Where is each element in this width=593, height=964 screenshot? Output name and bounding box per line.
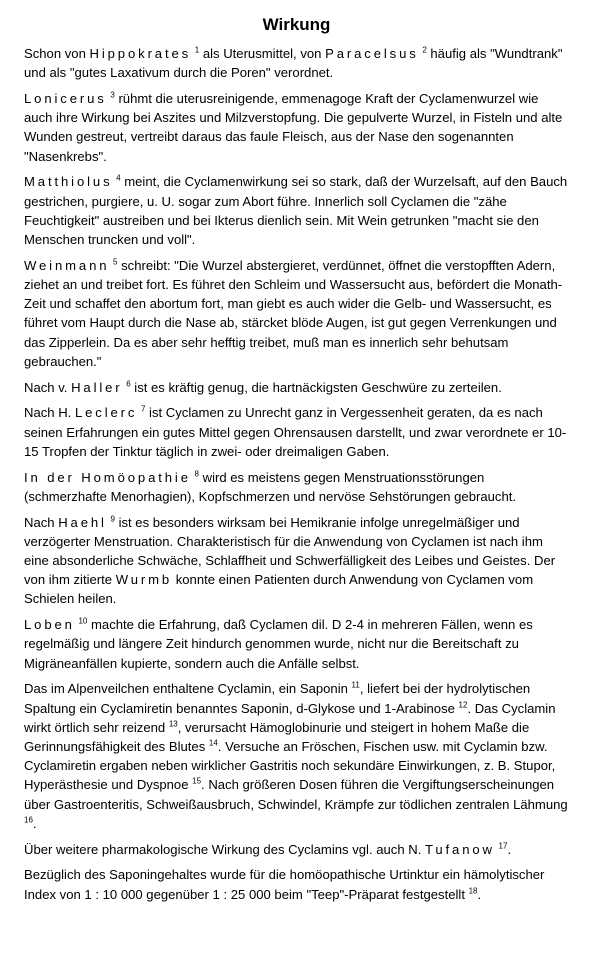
text-run: als Uterusmittel, von <box>199 46 326 61</box>
text-run: ist es besonders wirksam bei Hemikranie infolge unregelmäßiger und verzögerter Menstruation. Charakteristisch für die Anwendung von Cyclamen ist nach ihm eine absonderliche Schwäche, Schlaffheit und Schwerfälligkeit des Leibes und Geistes. Der von ihm zitierte <box>24 514 556 588</box>
footnote-ref: 5 <box>113 257 118 267</box>
footnote-ref: 2 <box>422 45 427 55</box>
text-run: Über weitere pharmakologische Wirkung des Cyclamins vgl. auch N. <box>24 841 425 857</box>
text-run: schreibt: "Die Wurzel abstergieret, verdünnet, öffnet die verstopfften Adern, ziehet an und treibet fort. Es führet den Schleim und Wassersucht aus, befördert die Monath-Zeit und schaffet den abortum fort, man giebt es auch wider die Gelb- und Wassersucht, es führet vom Haupt durch die Nase ab, stärcket blöde Augen, ist gut gegen Verrenkungen und das Zipperlein. Da es aber sehr hefftig treibet, muß man es innerlich sehr behutsam gebrauchen." <box>24 257 563 369</box>
text-run: ist Cyclamen zu Unrecht ganz in Vergessenheit geraten, da es nach seinen Erfahrungen ein gutes Mittel gegen Ohrensausen darstellt, und zwar verordnete er 10-15 Tropfen der Tinktur täglich in zwei- oder dreimaligen Gaben. <box>24 405 567 459</box>
text-run: . <box>477 886 482 902</box>
paragraph <box>24 615 569 673</box>
text-run: Schon von <box>24 46 90 61</box>
paragraph <box>24 172 569 249</box>
footnote-ref: 12 <box>458 700 468 710</box>
author-name: Wurmb <box>115 572 173 588</box>
text-run: , verursacht Hämoglobinurie und steigert in hohem Maße die Gerinnungsfähigkeit des Blutes <box>24 719 530 755</box>
paragraph <box>24 89 569 166</box>
text-run: Nach H. <box>24 405 75 421</box>
text-run: machte die Erfahrung, daß Cyclamen dil. D 2-4 in mehreren Fällen, wenn es regelmäßig und längere Zeit hindurch genommen wurde, nicht nur die Bereitschaft zu Migräneanfällen kupierte, sondern auch die Anfälle selbst. <box>24 617 533 671</box>
footnote-ref: 11 <box>351 681 360 691</box>
paragraph <box>24 679 569 833</box>
author-name: Leclerc <box>74 405 138 421</box>
footnote-ref: 3 <box>110 90 115 100</box>
paragraph <box>24 256 569 371</box>
text-run: wird es meistens gegen Menstruationsstörungen (schmerzhafte Menorhagien), Kopfschmerzen und nervöse Sehstörungen gebraucht. <box>24 469 517 504</box>
paragraph <box>24 865 569 903</box>
paragraph <box>24 468 569 506</box>
footnote-ref: 8 <box>194 469 199 479</box>
footnote-ref: 17 <box>498 841 508 851</box>
text-run: meint, die Cyclamenwirkung sei so stark, daß der Wurzelsaft, auf den Bauch gestrichen, purgiere, u. U. sogar zum Abort führe. Innerlich soll Cyclamen die "zähe Feuchtigkeit" austreiben und bei Ikterus dienlich sein. Mit Wein getrunken "macht sie den Menschen truncken und voll". <box>24 174 568 248</box>
body-text <box>24 44 569 904</box>
text-run: ist es kräftig genug, die hartnäckigsten Geschwüre zu zerteilen. <box>130 379 502 395</box>
footnote-ref: 15 <box>192 777 202 787</box>
footnote-ref: 18 <box>468 886 478 896</box>
text-run: rühmt die uterusreinigende, emmenagoge Kraft der Cyclamenwurzel wie auch ihre Wirkung bei Aszites und Milzverstopfung. Die gepulverte Wurzel, in Fisteln und alte Wunden gestreut, vertreibt daraus das faule Fleisch, aus der Nase den sogenannten "Nasenkrebs". <box>24 91 563 164</box>
author-name: Haller <box>71 379 123 395</box>
author-name: Lonicerus <box>24 91 107 106</box>
text-run: Das im Alpenveilchen enthaltene Cyclamin, ein Saponin <box>24 681 352 697</box>
author-name: Loben <box>24 617 75 633</box>
text-run: häufig als "Wundtrank" und als "gutes Laxativum durch die Poren" verordnet. <box>24 46 563 81</box>
footnote-ref: 6 <box>126 379 131 389</box>
author-name: Hippokrates <box>89 46 192 61</box>
paragraph <box>24 840 569 859</box>
author-name: Matthiolus <box>24 174 113 190</box>
footnote-ref: 13 <box>168 719 178 729</box>
text-run: konnte einen Patienten durch Anwendung von Cyclamen vom Schielen heilen. <box>24 572 534 607</box>
text-run: Nach <box>24 514 59 530</box>
author-name: In der Homöopathie <box>24 469 191 485</box>
paragraph <box>24 44 569 82</box>
footnote-ref: 1 <box>194 45 200 55</box>
text-run: . Nach größeren Dosen führen die Vergiftungserscheinungen über Gastroenteritis, Schweißausbruch, Schwindel, Krämpfe zur tödlichen zentralen Lähmung <box>24 777 568 812</box>
author-name: Paracelsus <box>325 46 419 61</box>
footnote-ref: 7 <box>140 405 146 415</box>
text-run: . <box>32 815 37 831</box>
author-name: Weinmann <box>24 257 110 273</box>
footnote-ref: 4 <box>116 174 121 184</box>
author-name: Haehl <box>58 514 107 530</box>
text-run: . <box>507 841 512 857</box>
text-run: . Versuche an Fröschen, Fischen usw. mit Cyclamin bzw. Cyclamiretin ergaben neben wirklicher Gastritis noch sekundäre Einwirkungen, z. B. Stupor, Hyperästhesie und Dyspnoe <box>24 739 556 793</box>
paragraph <box>24 403 569 461</box>
footnote-ref: 16 <box>24 815 33 825</box>
author-name: Tufanow <box>424 841 495 857</box>
text-run: , liefert bei der hydrolytischen Spaltung ein Cyclamiretin benanntes Saponin, d-Glykose und 1-Arabinose <box>24 681 531 716</box>
text-run: Bezüglich des Saponingehaltes wurde für die homöopathische Urtinktur ein hämolytischer Index von 1 : 10 000 gegenüber 1 : 25 000 beim "Teep"-Präparat festgestellt <box>24 867 545 902</box>
footnote-ref: 10 <box>78 616 88 626</box>
paragraph <box>24 513 569 609</box>
paragraph <box>24 378 569 397</box>
footnote-ref: 14 <box>208 738 218 748</box>
text-run: Nach v. <box>24 379 72 395</box>
footnote-ref: 9 <box>110 514 115 524</box>
text-run: . Das Cyclamin wirkt örtlich sehr reizend <box>24 700 556 735</box>
section-title: Wirkung <box>262 15 331 34</box>
